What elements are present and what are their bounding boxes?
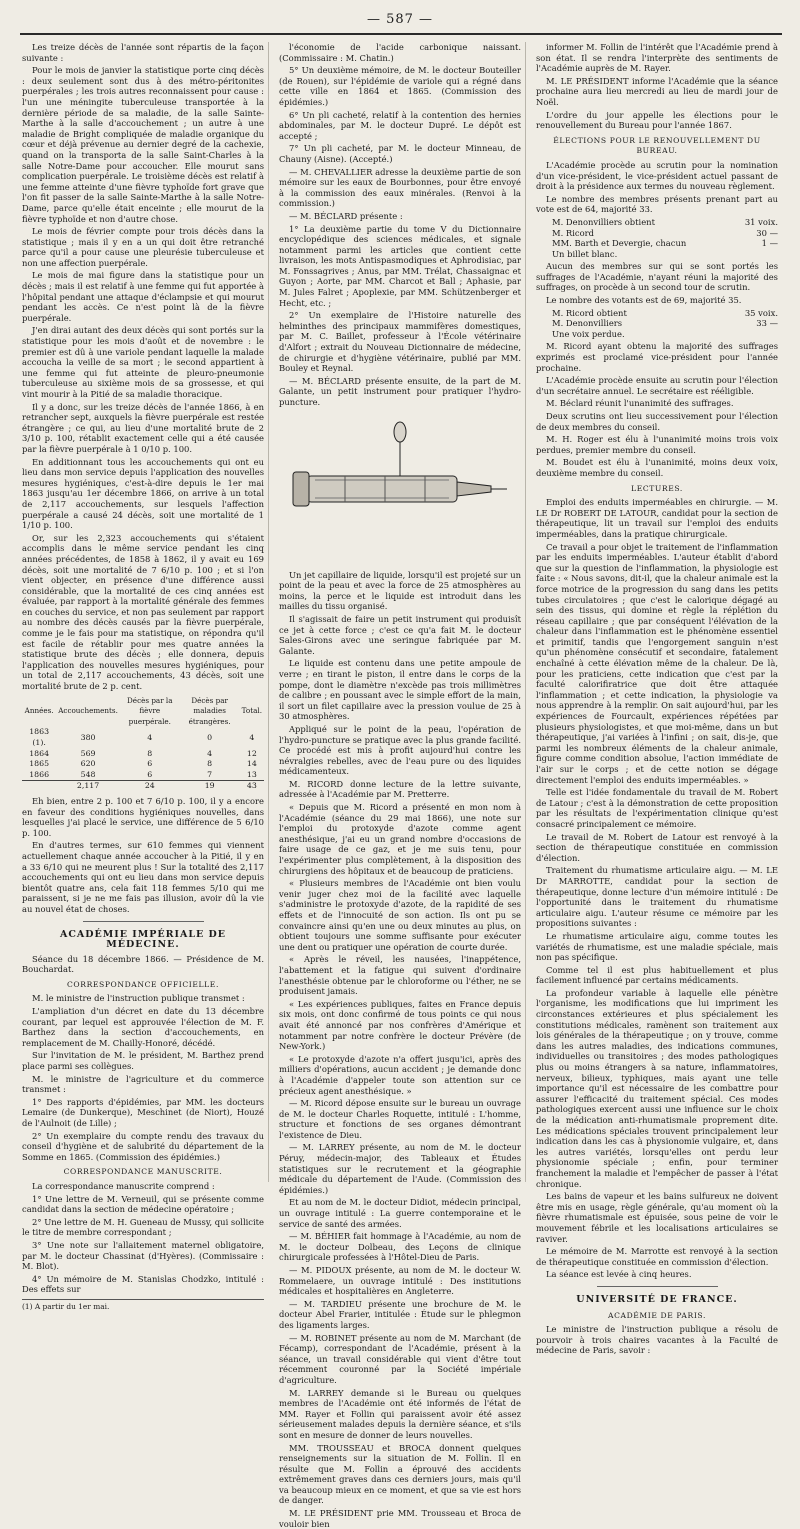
- page-number: — 587 —: [366, 12, 434, 27]
- vote-count: 33 —: [756, 318, 778, 329]
- subsection-heading: CORRESPONDANCE OFFICIELLE.: [67, 979, 219, 989]
- vote-count: 30 —: [756, 227, 778, 238]
- table-cell: 1864: [29, 748, 50, 758]
- table-total-row: [22, 781, 264, 792]
- vote-tally-second: [552, 308, 778, 340]
- paragraph: M. Boudet est élu à l'unanimité, moins deux voix, deuxième membre du conseil.: [536, 457, 778, 478]
- paragraph: Pour le mois de janvier la statistique porte cinq décès : deux seulement sont dus à des métro-péritonites puerpérales ; les trois autres reconnaissent pour cause : l'un une méningite tuberculeuse transportée à la dernière période de sa maladie, de la salle Sainte-Marthe à la salle d'accouchement ; un autre à une maladie de Bright compliquée de maladie organique du cœur et déjà prévenue au dernier degré de la cachexie, quand on la transporta de la salle Saint-Charles à la salle Notre-Dame pour accoucher. Elle mourut sans complication puerpérale. Le troisième décès est relatif à une femme atteinte d'une fièvre typhoïde fort grave que l'on fit passer de la salle Sainte-Marthe à la salle Notre-Dame, parce qu'elle était enceinte ; elle mourut de la fièvre typhoïde et non d'autre chose.: [22, 65, 264, 224]
- paragraph: M. Béclard réunit l'unanimité des suffrages.: [546, 398, 734, 409]
- section-divider: [597, 1286, 718, 1287]
- paragraph: « Le protoxyde d'azote n'a offert jusqu'ici, après des milliers d'opérations, aucun accident ; je demande donc à l'Académie d'appeler toute son attention sur ce précieux agent anesthésique. »: [279, 1053, 521, 1096]
- table-cell: 4: [147, 732, 153, 742]
- vote-count: 31 voix.: [744, 216, 778, 227]
- paragraph: Un jet capillaire de liquide, lorsqu'il est projeté sur un point de la peau et avec la force de 25 atmosphères au moins, la perce et le liquide est introduit dans les mailles du tissu organisé.: [279, 569, 521, 612]
- paragraph: Ce travail a pour objet le traitement de l'inflammation par les enduits imperméables. L'auteur établit d'abord que sur la question de l'inflammation, la physiologie est faite : « Nous savons, dit-il, que la chaleur animale est la force motrice de la progression du sang dans les petits tubes circulatoires ; que c'est le calorique dégagé au sein des tissus, qui domine et règle la réplétion du réseau capillaire ; que par conséquent l'élévation de la chaleur dans l'inflammation est le phénomène essentiel et primitif, tandis que l'engorgement sanguin n'est qu'un phénomène consécutif et secondaire, fatalement enchaîné à cette élévation même de la chaleur. De là, pour les praticiens, cette indication que c'est par la faculté calorifiratrice que doit être attaquée l'inflammation ; et cette indication, la physiologie va nous apprendre à la remplir. On sait aujourd'hui, par les expériences de Fourcault, expériences répétées par plusieurs physiologistes, et que moi-même, dans un but thérapeutique, j'ai variées à l'infini ; on sait, dis-je, que parmi les nombreux éléments de la chaleur animale, figure comme condition absolue, l'action immédiate de l'air sur le corps ; et de cette notion se dégage directement l'emploi des enduits imperméables. »: [536, 541, 778, 785]
- vote-line: [552, 217, 778, 228]
- table-cell: 569: [80, 748, 96, 758]
- paragraph: M. H. Roger est élu à l'unanimité moins trois voix perdues, premier membre du conseil.: [536, 434, 778, 455]
- syringe-illustration: [285, 414, 515, 564]
- table-row: [22, 749, 264, 760]
- paragraph: Le mois de mai figure dans la statistique pour un décès ; mais il est relatif à une femme qui fut apportée à l'hôpital pendant une attaque d'éclampsie et qui mourut pendant les accès. Ce n'est point là de la fièvre puerpérale.: [22, 270, 264, 323]
- candidate-name: Une voix perdue.: [552, 328, 625, 339]
- vote-line: [552, 249, 778, 260]
- paragraph: Il s'agissait de faire un petit instrument qui produisît ce jet à cette force ; c'est ce qu'a fait M. le docteur Sales-Girons avec une seringue fabriquée par M. Galante.: [279, 613, 521, 656]
- paragraph: Le mois de février compte pour trois décès dans la statistique ; mais il y en a un qui doit être retranché parce qu'il a pour cause une pleurésie tuberculeuse et non une affection puerpérale.: [22, 226, 264, 268]
- paragraph: — M. TARDIEU présente une brochure de M. le docteur Abel Frarier, intitulée : Étude sur le phlegmon des ligaments larges.: [279, 1298, 521, 1330]
- table-cell: 6: [147, 759, 153, 769]
- table-header: Décès par maladies étrangères.: [188, 695, 231, 726]
- table-cell: 2,117: [56, 781, 120, 792]
- paragraph: Comme tel il est plus habituellement et plus facilement influencé par certains médicaments.: [536, 964, 778, 986]
- paragraph: — M. LARREY présente, au nom de M. le docteur Péruy, médecin-major, des Tableaux et Études statistiques sur le recrutement et la géographie médicale du département de l'Aude. (Commission des épidémies.): [279, 1142, 521, 1195]
- table-cell: 13: [246, 769, 257, 779]
- paragraph: Emploi des enduits imperméables en chirurgie. — M. LE Dr ROBERT DE LATOUR, candidat pour la section de thérapeutique, lit un travail sur l'emploi des enduits imperméables, dans la pratique chirurgicale.: [536, 497, 778, 539]
- glass-ampoule: [394, 422, 406, 442]
- paragraph: 4° Un mémoire de M. Stanislas Chodzko, intitulé : Des effets sur: [22, 1273, 264, 1295]
- paragraph: « Les expériences publiques, faites en France depuis six mois, ont donc confirmé de tous points ce qui nous avait été annoncé par nos confrères d'Amérique et notamment par notre confrère le docteur Prévère (de New-York.): [279, 998, 521, 1052]
- candidate-name: M. Denonvilliers: [552, 318, 623, 329]
- table-cell: 4: [249, 732, 255, 742]
- paragraph: J'en dirai autant des deux décès qui sont portés sur la statistique pour les mois d'août et de novembre : le premier est dû à une variole pendant laquelle la malade accoucha la veille de sa mort ; le second appartient à une femme qui fut atteinte de pleuro-pneumonie tuberculeuse au sixième mois de sa grossesse, et qui vint mourir à la Pitié de sa maladie thoracique.: [22, 325, 264, 399]
- column-2: [279, 42, 526, 1529]
- paragraph: Le rhumatisme articulaire aigu, comme toutes les variétés de rhumatisme, est une maladie spéciale, mais non pas spécifique.: [536, 930, 778, 963]
- vote-line: [552, 228, 778, 239]
- table-cell: 24: [120, 781, 180, 792]
- statistics-table: [22, 696, 264, 792]
- table-row: [22, 727, 264, 748]
- paragraph: Le ministre de l'instruction publique a résolu de pourvoir à trois chaires vacantes à la Faculté de médecine de Paris, savoir :: [536, 1324, 778, 1356]
- table-cell: 1863 (1).: [29, 727, 50, 747]
- vote-line: [552, 308, 778, 319]
- paragraph: informer M. Follin de l'intérêt que l'Académie prend à son état. Il se rendra l'interprète des sentiments de l'Académie auprès de M. Rayer.: [536, 42, 778, 74]
- table-cell: 4: [207, 748, 213, 758]
- paragraph: L'ordre du jour appelle les élections pour le renouvellement du Bureau pour l'année 1867.: [536, 109, 778, 131]
- candidate-name: Un billet blanc.: [552, 248, 618, 259]
- paragraph: Telle est l'idée fondamentale du travail de M. Robert de Latour ; c'est à la démonstration de cette proposition par les résultats de l'expérimentation clinique qu'est consacré principalement ce mémoire.: [536, 787, 778, 829]
- paragraph: 1° Une lettre de M. Verneuil, qui se présente comme candidat dans la section de médecine opératoire ;: [22, 1193, 264, 1215]
- table-cell: 6: [147, 769, 153, 779]
- paragraph: En additionnant tous les accouchements qui ont eu lieu dans mon service depuis l'application des nouvelles mesures hygiéniques, c'est-à-dire depuis le 1er mai 1863 jusqu'au 1er décembre 1866, on arrive à un total de 2,117 accouchements, sur lesquels l'affection puerpérale a causé 24 décès, soit une mortalité de 1 1/10 p. 100.: [22, 456, 264, 531]
- table-header: Total.: [241, 706, 262, 716]
- paragraph: — M. PIDOUX présente, au nom de M. le docteur W. Rommelaere, un ouvrage intitulé : Des institutions médicales et hospitalières en Angleterre.: [279, 1265, 521, 1297]
- paragraph: — M. ROBINET présente au nom de M. Marchant (de Fécamp), correspondant de l'Académie, présent à la séance, un travail considérable qui vient d'être tout récemment couronné par la Société impériale d'agriculture.: [279, 1332, 521, 1385]
- section-heading: ACADÉMIE IMPÉRIALE DE MÉDECINE.: [59, 928, 227, 951]
- paragraph: La correspondance manuscrite comprend :: [32, 1180, 215, 1191]
- paragraph: 5° Un deuxième mémoire, de M. le docteur Bouteiller (de Rouen), sur l'épidémie de variole qui a régné dans cette ville en 1864 et 1865. (Commission des épidémies.): [279, 65, 521, 107]
- candidate-name: M. Ricord: [552, 227, 594, 238]
- table-cell: 0: [207, 732, 213, 742]
- paragraph: Sur l'invitation de M. le président, M. Barthez prend place parmi ses collègues.: [22, 1050, 264, 1072]
- paragraph: M. LARREY demande si le Bureau ou quelques membres de l'Académie ont été informés de l'état de MM. Rayer et Follin qui paraissent avoir été assez sérieusement malades depuis la dernière séance, et s'ils sont en mesure de donner de leurs nouvelles.: [279, 1387, 521, 1440]
- candidate-name: MM. Barth et Devergie, chacun: [552, 238, 687, 249]
- paragraph: « Plusieurs membres de l'Académie ont bien voulu venir juger chez moi de la facilité avec laquelle s'administre le protoxyde d'azote, de la rapidité de ses effets et de l'innocuité de son action. Ils ont pu se convaincre ainsi qu'en une ou deux minutes au plus, on obtient toujours une somme suffisante pour exécuter une dent ou pratiquer une opération de courte durée.: [279, 878, 521, 952]
- subsection-heading: LECTURES.: [631, 483, 683, 493]
- paragraph: L'Académie procède ensuite au scrutin pour l'élection d'un secrétaire annuel. Le secrétaire est rééligible.: [536, 375, 778, 396]
- section-heading: UNIVERSITÉ DE FRANCE.: [576, 1293, 738, 1305]
- nozzle: [457, 482, 491, 496]
- vote-count: 35 voix.: [744, 307, 778, 318]
- table-header: Accouchements.: [58, 706, 118, 716]
- table-cell: 8: [147, 748, 153, 758]
- paragraph: M. Ricord ayant obtenu la majorité des suffrages exprimés est proclamé vice-président pour l'année prochaine.: [536, 341, 778, 373]
- paragraph: Deux scrutins ont lieu successivement pour l'élection de deux membres du conseil.: [536, 411, 778, 432]
- vote-count: 1 —: [761, 238, 778, 249]
- table-cell: 380: [80, 732, 96, 742]
- column-1: [22, 42, 269, 1311]
- candidate-name: M. Denonvilliers obtient: [552, 216, 655, 227]
- paragraph: — M. Ricord dépose ensuite sur le bureau un ouvrage de M. le docteur Charles Roquette, intitulé : L'homme, structure et fonctions de ses organes démontrant l'existence de Dieu.: [279, 1098, 521, 1140]
- paragraph: M. LE PRÉSIDENT prie MM. Trousseau et Broca de vouloir bien: [279, 1508, 521, 1529]
- paragraph: En d'autres termes, sur 610 femmes qui viennent actuellement chaque année accoucher à la Pitié, il y en a 33 6/10 qui ne meurent plus ! Sur la totalité des 2,117 accouchements qui ont eu lieu dans mon service depuis bientôt quatre ans, cela fait 118 femmes 5/10 qui me paraissent, si je ne me fais pas illusion, avoir dû la vie au nouvel état de choses.: [22, 840, 264, 914]
- paragraph: Les treize décès de l'année sont répartis de la façon suivante :: [22, 42, 264, 63]
- table-row: [22, 770, 264, 781]
- table-header: Décès par la fièvre puerpérale.: [127, 695, 173, 726]
- column-3: [536, 42, 782, 1356]
- paragraph: M. le ministre de l'agriculture et du commerce transmet :: [22, 1073, 264, 1095]
- paragraph: 3° Une note sur l'allaitement maternel obligatoire, par M. le docteur Chassinat (d'Hyères). (Commissaire : M. Blot).: [22, 1239, 264, 1272]
- paragraph: 1° Des rapports d'épidémies, par MM. les docteurs Lemaire (de Dunkerque), Meschinet (de Niort), Houzé de l'Aulnoit (de Lille) ;: [22, 1096, 264, 1128]
- table-header: Années.: [24, 706, 54, 716]
- paragraph: — M. BÉHIER fait hommage à l'Académie, au nom de M. le docteur Dolbeau, des Leçons de clinique chirurgicale professées à l'Hôtel-Dieu de Paris.: [279, 1231, 521, 1263]
- table-header-row: [22, 696, 264, 728]
- paragraph: 7° Un pli cacheté, par M. le docteur Minneau, de Chauny (Aisne). (Accepté.): [279, 143, 521, 164]
- paragraph: Il y a donc, sur les treize décès de l'année 1866, à en retrancher sept, auxquels la fièvre puerpérale est restée étrangère ; ce qui, au lieu d'une mortalité brute de 2 3/10 p. 100, rétablit exactement celle qui a été causée par la fièvre puerpérale à 1 0/10 p. 100.: [22, 401, 264, 454]
- paragraph: M. le ministre de l'instruction publique transmet :: [32, 993, 245, 1004]
- table-cell: 620: [80, 759, 96, 769]
- paragraph: l'économie de l'acide carbonique naissant. (Commissaire : M. Chatin.): [279, 42, 521, 63]
- paragraph: Traitement du rhumatisme articulaire aigu. — M. LE Dr MARROTTE, candidat pour la section de thérapeutique, donne lecture d'un mémoire intitulé : De l'opportunité dans le traitement du rhumatisme articulaire aigu. L'auteur résume ce mémoire par les propositions suivantes :: [536, 865, 778, 929]
- paragraph: Et au nom de M. le docteur Didiot, médecin principal, un ouvrage intitulé : La guerre contemporaine et le service de santé des armées.: [279, 1197, 521, 1229]
- table-cell: [22, 781, 56, 792]
- table-cell: 548: [80, 769, 96, 779]
- table-cell: 1866: [29, 769, 50, 779]
- paragraph: Or, sur les 2,323 accouchements qui s'étaient accomplis dans le même service pendant les cinq années précédentes, de 1858 à 1862, il y avait eu 169 décès, soit une mortalité de 7 6/10 p. 100 ; et si l'on vient objecter, en présence d'une différence aussi considérable, que la mortalité de ces cinq années est évaluée, par rapport à la mortalité générale des femmes en couches du service, et non pas seulement par rapport au nombre des décès causés par la fièvre puerpérale, comme je le fais pour ma statistique, on répondra qu'il est facile de rétablir pour mes quatre années la statistique brute des décès ; elle donnera, depuis l'application des nouvelles mesures hygiéniques, pour un total de 2,117 accouchements, 43 décès, soit une mortalité brute de 2 p. cent.: [22, 532, 264, 692]
- syringe-engraving: [293, 422, 507, 506]
- section-divider: [83, 921, 204, 922]
- vote-line: [552, 238, 778, 249]
- paragraph: « Depuis que M. Ricord a présenté en mon nom à l'Académie (séance du 29 mai 1866), une note sur l'emploi du protoxyde d'azote comme agent anesthésique, j'ai eu un grand nombre d'occasions de faire usage de ce gaz, et je me suis tenu, pour l'expérimenter plus complètement, à la disposition des chirurgiens des hôpitaux et de beaucoup de praticiens.: [279, 802, 521, 876]
- header-rule: [20, 33, 782, 35]
- paragraph: L'Académie procède au scrutin pour la nomination d'un vice-président, le vice-président actuel passant de droit à la présidence aux termes du nouveau règlement.: [536, 159, 778, 192]
- plunger-handle: [293, 472, 309, 506]
- paragraph: — M. BÉCLARD présente ensuite, de la part de M. Galante, un petit instrument pour pratiquer l'hydro-puncture.: [279, 375, 521, 407]
- paragraph: — M. BÉCLARD présente :: [289, 210, 403, 221]
- paragraph: Le travail de M. Robert de Latour est renvoyé à la section de thérapeutique constituée en commission d'élection.: [536, 831, 778, 863]
- table-cell: 8: [207, 759, 213, 769]
- candidate-name: M. Ricord obtient: [552, 307, 627, 318]
- paragraph: Le mémoire de M. Marrotte est renvoyé à la section de thérapeutique constituée en commission d'élection.: [536, 1246, 778, 1267]
- paragraph: L'ampliation d'un décret en date du 13 décembre courant, par lequel est approuvée l'élection de M. F. Barthez dans la section d'accouchements, en remplacement de M. Chailly-Honoré, décédé.: [22, 1006, 264, 1048]
- paragraph: Le nombre des membres présents prenant part au vote est de 64, majorité 33.: [536, 193, 778, 215]
- paragraph: La profondeur variable à laquelle elle pénètre l'organisme, les modifications que lui impriment les circonstances extérieures et plus spécialement les constitutions médicales, ramènent son traitement aux lois générales de la thérapeutique ; on y trouve, comme dans les autres maladies, des indications communes, individuelles ou transitoires ; des modes pathologiques plus ou moins étrangers à sa nature, inflammatoires, nerveux, bilieux, typhiques, mais ayant une telle importance qu'il est nécessaire de les combattre pour assurer l'efficacité du traitement spécial. Ces modes pathologiques exercent aussi une influence sur le choix de la médication anti-rhumatismale proprement dite. Les médications spéciales trouvent principalement leur indication dans les cas à physionomie vulgaire, et, dans les autres variétés, lorsqu'elles ont perdu leur physionomie spéciale ; enfin, pour terminer franchement la maladie et l'empêcher de passer à l'état chronique.: [536, 987, 778, 1189]
- paragraph: M. RICORD donne lecture de la lettre suivante, adressée à l'Académie par M. Pretterre.: [279, 778, 521, 800]
- footnote: (1) A partir du 1er mai.: [22, 1299, 264, 1313]
- paragraph: M. LE PRÉSIDENT informe l'Académie que la séance prochaine aura lieu mercredi au lieu de mardi jour de Noël.: [536, 75, 778, 107]
- paragraph: 6° Un pli cacheté, relatif à la contention des hernies abdominales, par M. le docteur Dupré. Le dépôt est accepté ;: [279, 109, 521, 141]
- paragraph: 1° La deuxième partie du tome V du Dictionnaire encyclopédique des sciences médicales, et signale notamment parmi les articles que contient cette livraison, les mots Antispasmodiques et Aphrodisiac, par M. Fonssagrives ; Anus, par MM. Trélat, Chassaignac et Guyon ; Aorte, par MM. Charcot et Ball ; Aphasie, par M. Jules Falret ; Apoplexie, par MM. Schützenberger et Hecht, etc. ;: [279, 223, 521, 308]
- table-cell: 12: [246, 748, 257, 758]
- columns: [22, 42, 782, 1529]
- vote-line: [552, 329, 778, 340]
- subsection-heading: ACADÉMIE DE PARIS.: [608, 1310, 706, 1320]
- paragraph: « Après le réveil, les nausées, l'inappétence, l'abattement et la fatigue qui suivent d'ordinaire l'anesthésie obtenue par le chloroforme ou l'éther, ne se produisent jamais.: [279, 954, 521, 997]
- paragraph: Le liquide est contenu dans une petite ampoule de verre ; en tirant le piston, il entre dans le corps de la pompe, dont le diamètre n'excède pas trois millimètres de calibre ; en poussant avec le simple effort de la main, il sort un filet capillaire avec la pression voulue de 25 à 30 atmosphères.: [279, 658, 521, 722]
- paragraph: MM. TROUSSEAU et BROCA donnent quelques renseignements sur la situation de M. Follin. Il en résulte que M. Follin a éprouvé des accidents extrêmement graves dans ces derniers jours, mais qu'il va beaucoup mieux en ce moment, et que sa vie est hors de danger.: [279, 1442, 521, 1506]
- vote-line: [552, 318, 778, 329]
- subsection-heading: CORRESPONDANCE MANUSCRITE.: [63, 1167, 223, 1177]
- vote-tally-first: [552, 217, 778, 259]
- paragraph: 2° Une lettre de M. H. Gueneau de Mussy, qui sollicite le titre de membre correspondant ;: [22, 1216, 264, 1238]
- paragraph: Appliqué sur le point de la peau, l'opération de l'hydro-puncture se pratique avec la plus grande facilité. Ce procédé est mis à profit aujourd'hui contre les névralgies rebelles, avec de l'eau pure ou des liquides médicamenteux.: [279, 723, 521, 777]
- paragraph: Les bains de vapeur et les bains sulfureux ne doivent être mis en usage, règle générale, qu'au moment où la fièvre rhumatismale est épuisée, sous peine de voir le mouvement fébrile et les localisations articulaires se raviver.: [536, 1191, 778, 1244]
- table-cell: 1865: [29, 759, 50, 769]
- subsection-heading: ÉLECTIONS POUR LE RENOUVELLEMENT DU BUREAU.: [553, 135, 761, 156]
- paragraph: Eh bien, entre 2 p. 100 et 7 6/10 p. 100, il y a encore en faveur des conditions hygiéniques nouvelles, dans lesquelles j'ai placé le service, une différence de 5 6/10 p. 100.: [22, 795, 264, 838]
- table-row: [22, 759, 264, 770]
- table-cell: 43: [240, 781, 264, 792]
- table-cell: 7: [207, 769, 213, 779]
- paragraph: 2° Un exemplaire du compte rendu des travaux du conseil d'hygiène et de salubrité du département de la Somme en 1865. (Commission des épidémies.): [22, 1130, 264, 1162]
- paragraph: La séance est levée à cinq heures.: [546, 1269, 692, 1280]
- session-line: Séance du 18 décembre 1866. — Présidence de M. Bouchardat.: [22, 953, 264, 975]
- paragraph: — M. CHEVALLIER adresse la deuxième partie de son mémoire sur les eaux de Bourbonnes, pour être envoyé à la commission des eaux minérales. (Renvoi à la commission.): [279, 166, 521, 209]
- table-cell: 14: [246, 759, 257, 769]
- table-cell: 19: [180, 781, 240, 792]
- paragraph: 2° Un exemplaire de l'Histoire naturelle des helminthes des principaux mammifères domestiques, par M. C. Baillet, professeur à l'École vétérinaire d'Alfort ; extrait du Nouveau Dictionnaire de médecine, de chirurgie et d'hygiène vétérinaire, publié par MM. Bouley et Reynal.: [279, 310, 521, 374]
- paragraph: Le nombre des votants est de 69, majorité 35.: [546, 295, 742, 306]
- paragraph: Aucun des membres sur qui se sont portés les suffrages de l'Académie, n'ayant réuni la majorité des suffrages, on procède à un second tour de scrutin.: [536, 261, 778, 293]
